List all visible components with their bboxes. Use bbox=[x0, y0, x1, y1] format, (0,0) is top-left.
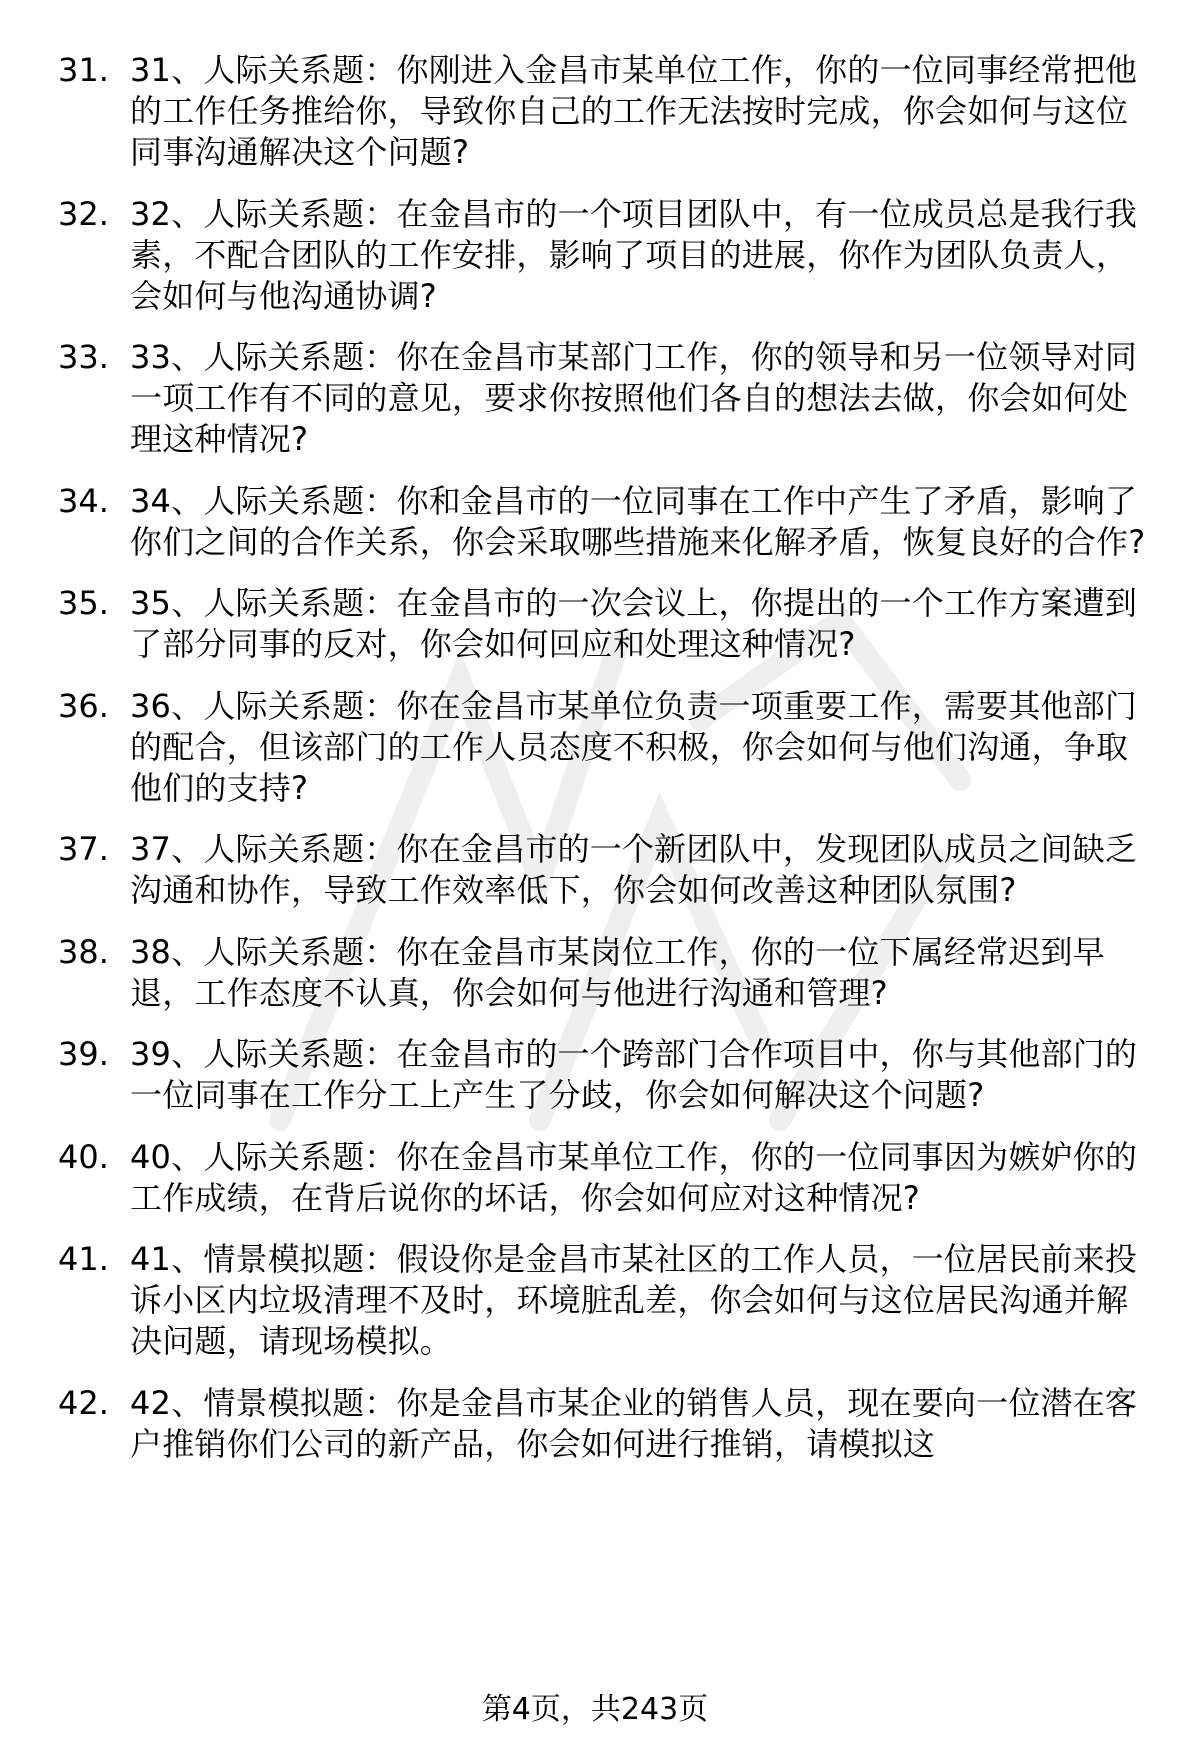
question-item bbox=[0, 1383, 1190, 1465]
question-number: 37. bbox=[58, 830, 109, 868]
question-item bbox=[0, 932, 1190, 1014]
question-text: 37、人际关系题：你在金昌市的一个新团队中，发现团队成员之间缺乏沟通和协作，导致工作效率低下，你会如何改善这种团队氛围? bbox=[130, 830, 1138, 909]
question-number: 32. bbox=[58, 194, 109, 233]
question-text: 38、人际关系题：你在金昌市某岗位工作，你的一位下属经常迟到早退，工作态度不认真，你会如何与他进行沟通和管理? bbox=[130, 932, 1105, 1012]
question-item bbox=[0, 194, 1190, 317]
question-number: 33. bbox=[58, 338, 109, 376]
question-item bbox=[0, 686, 1190, 809]
question-item bbox=[0, 50, 1190, 173]
question-text: 42、情景模拟题：你是金昌市某企业的销售人员，现在要向一位潜在客户推销你们公司的新产品，你会如何进行推销，请模拟这 bbox=[130, 1383, 1138, 1463]
question-text: 33、人际关系题：你在金昌市某部门工作，你的领导和另一位领导对同一项工作有不同的意见，要求你按照他们各自的想法去做，你会如何处理这种情况? bbox=[130, 338, 1138, 458]
question-text: 36、人际关系题：你在金昌市某单位负责一项重要工作，需要其他部门的配合，但该部门的工作人员态度不积极，你会如何与他们沟通，争取他们的支持? bbox=[130, 686, 1138, 807]
question-text: 40、人际关系题：你在金昌市某单位工作，你的一位同事因为嫉妒你的工作成绩，在背后说你的坏话，你会如何应对这种情况? bbox=[130, 1137, 1138, 1217]
question-number: 38. bbox=[58, 932, 109, 971]
question-item bbox=[0, 337, 1190, 460]
question-number: 40. bbox=[58, 1137, 109, 1176]
question-item bbox=[0, 583, 1190, 665]
question-text: 34、人际关系题：你和金昌市的一位同事在工作中产生了矛盾，影响了你们之间的合作关系，你会采取哪些措施来化解矛盾，恢复良好的合作? bbox=[130, 481, 1146, 561]
question-number: 36. bbox=[58, 686, 109, 725]
question-number: 35. bbox=[58, 584, 109, 622]
question-number: 39. bbox=[58, 1035, 109, 1073]
question-number: 41. bbox=[58, 1240, 109, 1278]
question-text: 32、人际关系题：在金昌市的一个项目团队中，有一位成员总是我行我素，不配合团队的工作安排，影响了项目的进展，你作为团队负责人，会如何与他沟通协调? bbox=[130, 194, 1138, 315]
question-item bbox=[0, 829, 1190, 911]
question-item bbox=[0, 481, 1190, 563]
question-text: 35、人际关系题：在金昌市的一次会议上，你提出的一个工作方案遭到了部分同事的反对，你会如何回应和处理这种情况? bbox=[130, 584, 1138, 663]
question-text: 41、情景模拟题：假设你是金昌市某社区的工作人员，一位居民前来投诉小区内垃圾清理不及时，环境脏乱差，你会如何与这位居民沟通并解决问题，请现场模拟。 bbox=[130, 1240, 1138, 1360]
question-item bbox=[0, 1239, 1190, 1362]
question-number: 34. bbox=[58, 481, 109, 520]
question-number: 31. bbox=[58, 51, 109, 89]
question-item bbox=[0, 1137, 1190, 1219]
question-number: 42. bbox=[58, 1383, 109, 1422]
question-text: 39、人际关系题：在金昌市的一个跨部门合作项目中，你与其他部门的一位同事在工作分工上产生了分歧，你会如何解决这个问题? bbox=[130, 1035, 1138, 1114]
question-list bbox=[0, 50, 1190, 1485]
question-item bbox=[0, 1034, 1190, 1116]
page-number-footer: 第4页，共243页 bbox=[481, 1692, 709, 1727]
question-text: 31、人际关系题：你刚进入金昌市某单位工作，你的一位同事经常把他的工作任务推给你，导致你自己的工作无法按时完成，你会如何与这位同事沟通解决这个问题? bbox=[130, 51, 1138, 171]
